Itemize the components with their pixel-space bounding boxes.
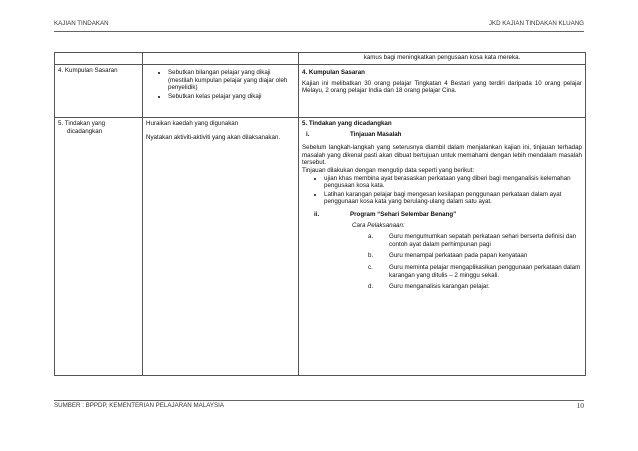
header-left-text: KAJIAN TINDAKAN [54, 20, 109, 27]
header-rule [54, 31, 584, 32]
row2-col3 [299, 65, 586, 118]
subheading-tinjauan-masalah [302, 131, 582, 139]
guideline-aktiviti: Nyatakan aktiviti-aktiviti yang akan dilaksanakan. [146, 133, 281, 141]
list-item: • Sebutkan kelas pelajar yang dikaji [168, 93, 295, 101]
step-label: a. [368, 233, 374, 241]
tinjauan-intro: Tinjauan dilakukan dengan mengutip data seperti yang berikut: [302, 166, 475, 174]
step-label: c. [368, 263, 373, 271]
row2-col1 [55, 65, 143, 118]
subheading-text: Tinjauan Masalah [350, 130, 402, 138]
step-text: Guru meminta pelajar mengaplikasikan penggunaan perkataan dalam karangan yang ditulis – 2 minggu sekali. [389, 263, 581, 279]
table-row [55, 118, 586, 376]
row1-col2 [143, 53, 299, 65]
list-item: • Latihan karangan pelajar bagi mengesan kesilapan penggunaan perkataan dalam ayat penggunaan kosa kata yang berulang-ulang dalam satu ayat. [324, 191, 582, 206]
step-label: b. [368, 252, 374, 260]
row3-col2 [143, 118, 299, 376]
step-label: d. [368, 283, 374, 291]
section-label-tindakan-line2: dicadangkan [67, 127, 103, 135]
list-item [302, 283, 582, 291]
list-item: • Sebutkan bilangan pelajar yang dikaji (mestilah kumpulan pelajar yang diajar oleh penyelidik) [168, 69, 295, 92]
heading-tindakan: 5. Tindakan yang dicadangkan [302, 120, 392, 127]
row3-col1 [55, 118, 143, 376]
heading-kumpulan-sasaran: 4. Kumpulan Sasaran [302, 69, 365, 76]
tinjauan-bullet-list [302, 175, 582, 206]
step-text: Guru menampal perkataan pada papan kenyataan [389, 252, 528, 260]
list-item [302, 264, 582, 279]
footer-rule [54, 400, 584, 401]
row2-col2 [143, 65, 299, 118]
roman-numeral: ii. [314, 210, 320, 218]
subheading-program [302, 211, 582, 219]
list-item: • ujian khas membina ayat berasaskan perkataan yang diberi bagi menganalisis kelemahan pengusaan kosa kata. [324, 175, 582, 190]
section-label-kumpulan-sasaran: 4. Kumpulan Sasaran [58, 67, 118, 74]
table-row [55, 53, 586, 65]
header-right-text: JKD KAJIAN TINDAKAN KLUANG [488, 20, 584, 27]
list-item [302, 252, 582, 260]
kumpulan-sasaran-text: Kajian ini melibatkan 30 orang pelajar Tingkatan 4 Bestari yang terdiri daripada 10 orang pelajar Melayu, 2 orang pelajar India dan 18 orang pelajar Cina. [302, 79, 582, 95]
subheading-text: Program “Sehari Selembar Benang” [350, 210, 457, 218]
row3-col3 [299, 118, 586, 376]
row1-col3 [299, 53, 586, 65]
continued-text: kamus bagi meningkatkan pengusaan kosa kata mereka. [363, 54, 521, 61]
guideline-kaedah: Huraikan kaedah yang digunakan [146, 120, 239, 127]
row1-col1 [55, 53, 143, 65]
footer-source-text: SUMBER : BPPDP, KEMENTERIAN PELAJARAN MALAYSIA [54, 402, 224, 409]
page-number: 10 [576, 401, 584, 410]
guideline-list [146, 69, 295, 100]
action-research-table [54, 52, 586, 376]
table-row [55, 65, 586, 118]
cara-pelaksanaan-label: Cara Pelaksanaan: [352, 221, 405, 229]
step-text: Guru mengumumkan sepatah perkataan sehari berserta definisi dan contoh ayat dalam perhimpunan pagi [389, 233, 577, 248]
tinjauan-paragraph: Sebelum langkah-langkah yang seterusnya diambil dalam menjalankan kajian ini, tinjauan terhadap masalah yang dikenal pasti akan dibuat bertujuan untuk memahami dengan lebih mendalam masalah tersebut. [302, 144, 582, 167]
roman-numeral: i. [306, 130, 310, 138]
step-text: Guru menganalisis karangan pelajar. [389, 283, 490, 291]
list-item [302, 233, 582, 248]
section-label-tindakan-line1: 5. Tindakan yang [58, 120, 106, 127]
